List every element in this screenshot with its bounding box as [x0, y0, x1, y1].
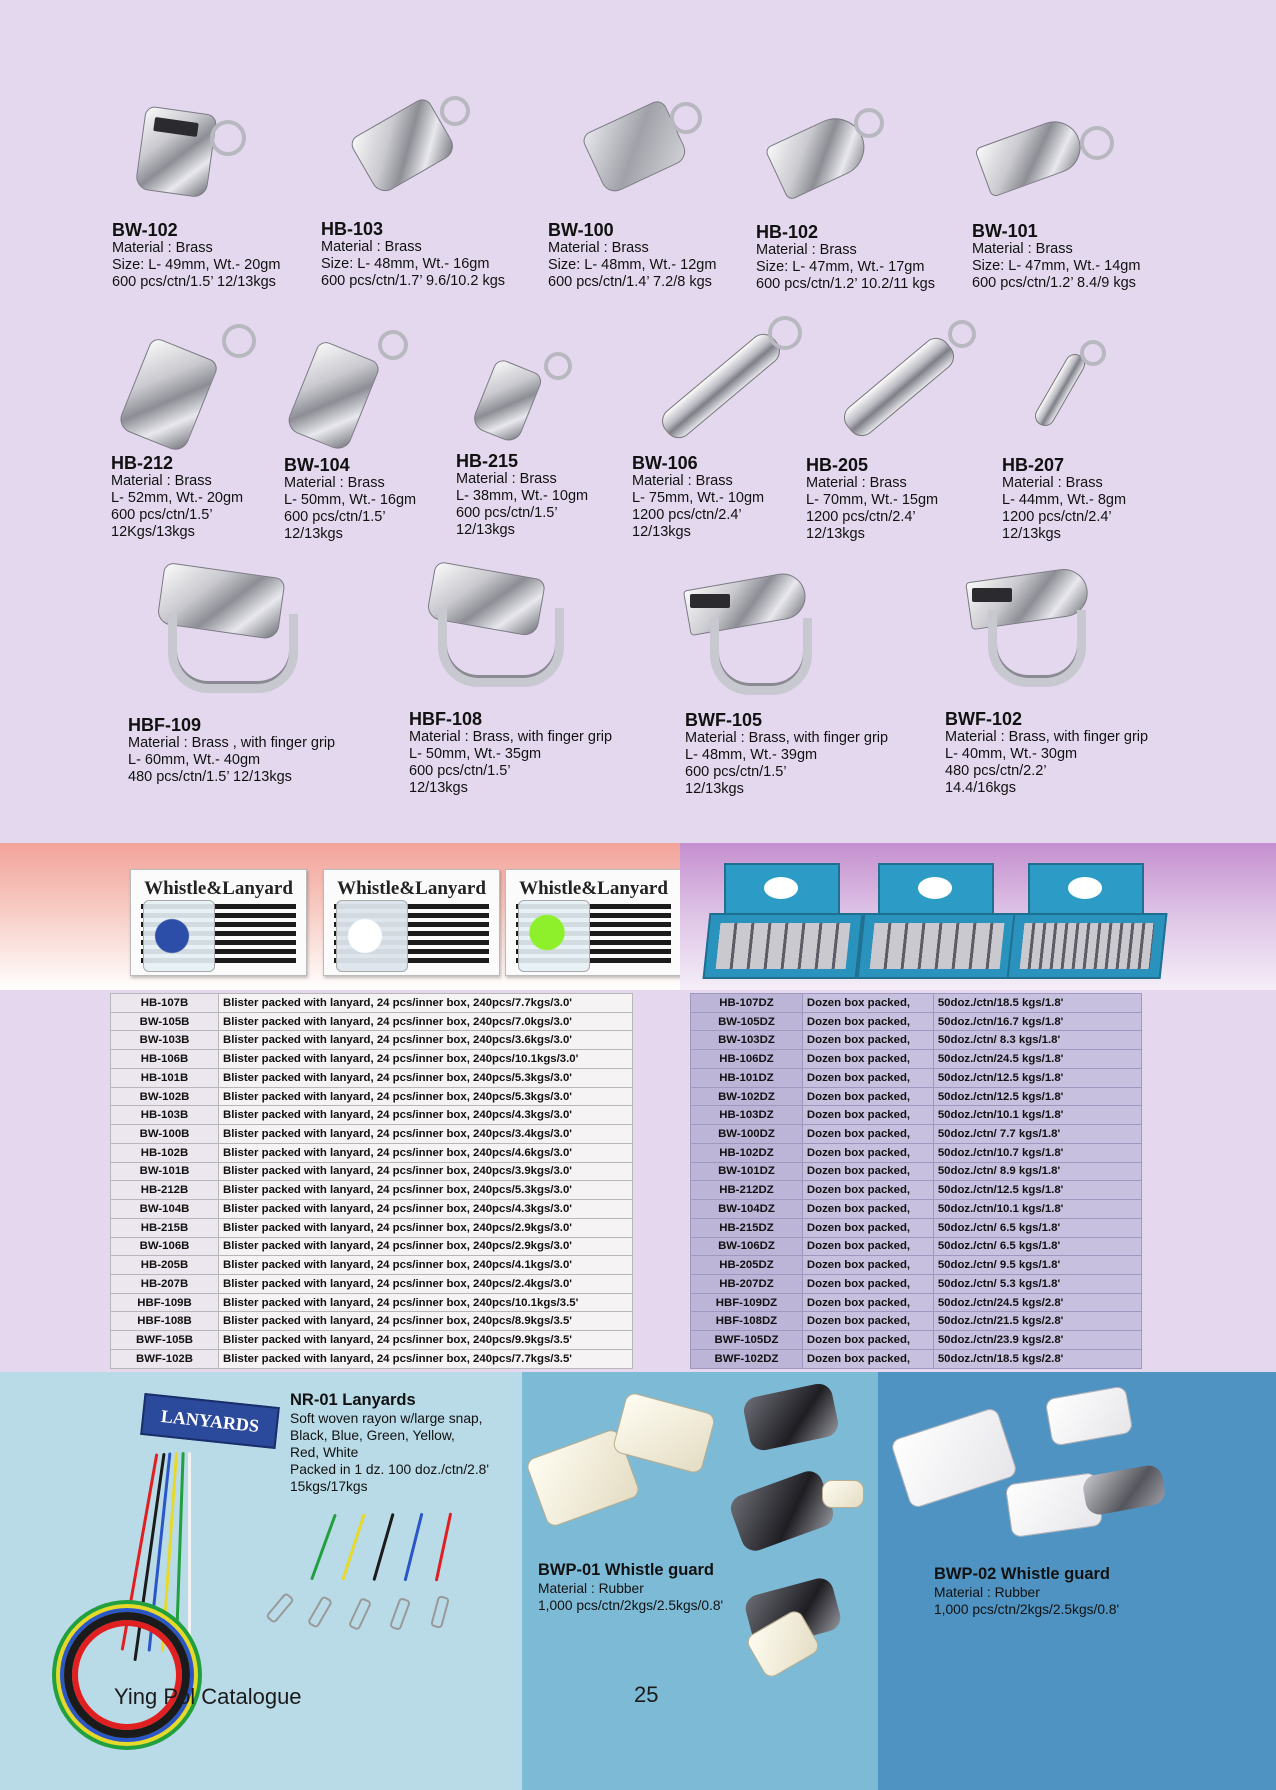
item-code-cell: HB-215B — [111, 1218, 219, 1237]
packing-cell: Blister packed with lanyard, 24 pcs/inner box, 240pcs/4.3kgs/3.0' — [219, 1106, 633, 1125]
whistle-logo-icon — [764, 877, 798, 899]
product-spec: Size: L- 48mm, Wt.- 16gm — [321, 256, 490, 272]
whistle-bwf-102-image — [964, 566, 1114, 706]
product-spec: 600 pcs/ctn/1.5’ — [111, 507, 213, 523]
packing-cell: Blister packed with lanyard, 24 pcs/inner box, 240pcs/2.9kgs/3.0' — [219, 1237, 633, 1256]
dozen-box-2 — [860, 863, 1010, 978]
black-whistle-with-guard-image — [727, 1467, 837, 1554]
item-code-cell: BW-104DZ — [691, 1200, 803, 1219]
dozen-box-photo-band — [680, 843, 1276, 990]
table-row — [111, 1050, 633, 1069]
table-row — [691, 1050, 1142, 1069]
product-spec: Size: L- 47mm, Wt.- 14gm — [972, 258, 1141, 274]
white-lanyard-icon — [336, 900, 408, 972]
item-code-cell: HBF-108DZ — [691, 1312, 803, 1331]
product-spec: L- 44mm, Wt.- 8gm — [1002, 492, 1127, 508]
table-row — [111, 994, 633, 1013]
packing-spec-cell: 50doz./ctn/16.7 kgs/1.8' — [933, 1012, 1141, 1031]
item-code-cell: HB-102DZ — [691, 1143, 803, 1162]
product-code: BW-106 — [632, 453, 698, 473]
item-code-cell: HB-107B — [111, 994, 219, 1013]
packing-type-cell: Dozen box packed, — [802, 1012, 933, 1031]
product-spec: Material : Brass — [112, 240, 213, 256]
packing-cell: Blister packed with lanyard, 24 pcs/inner box, 240pcs/3.4kgs/3.0' — [219, 1125, 633, 1144]
item-code-cell: BW-106B — [111, 1237, 219, 1256]
packing-spec-cell: 50doz./ctn/24.5 kgs/1.8' — [933, 1050, 1141, 1069]
packing-spec-cell: 50doz./ctn/12.5 kgs/1.8' — [933, 1087, 1141, 1106]
white-plastic-guard-image — [1044, 1385, 1133, 1447]
blister-pack-photo-band — [0, 843, 680, 990]
item-code-cell: HB-101B — [111, 1068, 219, 1087]
packing-type-cell: Dozen box packed, — [802, 1106, 933, 1125]
packing-spec-cell: 50doz./ctn/ 6.5 kgs/1.8' — [933, 1237, 1141, 1256]
packing-spec-cell: 50doz./ctn/24.5 kgs/2.8' — [933, 1293, 1141, 1312]
product-spec: 600 pcs/ctn/1.5’ — [284, 509, 386, 525]
packing-cell: Blister packed with lanyard, 24 pcs/inner box, 240pcs/4.6kgs/3.0' — [219, 1143, 633, 1162]
item-code-cell: HB-207DZ — [691, 1275, 803, 1294]
packing-cell: Blister packed with lanyard, 24 pcs/inner box, 240pcs/8.9kgs/3.5' — [219, 1312, 633, 1331]
bwp-01-spec: 1,000 pcs/ctn/2kgs/2.5kgs/0.8' — [538, 1598, 724, 1613]
product-spec: L- 38mm, Wt.- 10gm — [456, 488, 589, 504]
packing-type-cell: Dozen box packed, — [802, 1218, 933, 1237]
table-row — [691, 1275, 1142, 1294]
product-bw-102 — [112, 220, 280, 291]
product-spec: L- 60mm, Wt.- 40gm — [128, 752, 261, 768]
product-spec: 12/13kgs — [806, 526, 865, 542]
product-hb-215 — [456, 451, 588, 539]
product-spec: 12/13kgs — [1002, 526, 1061, 542]
packing-type-cell: Dozen box packed, — [802, 1312, 933, 1331]
product-spec: 600 pcs/ctn/1.5’ — [456, 505, 558, 521]
product-code: HB-215 — [456, 451, 519, 471]
table-row — [111, 1031, 633, 1050]
product-code: HB-212 — [111, 453, 174, 473]
rubber-guard-image — [822, 1480, 864, 1508]
product-hb-207 — [1002, 455, 1126, 543]
blister-card-green-lanyard — [505, 869, 682, 976]
item-code-cell: HB-207B — [111, 1275, 219, 1294]
whistle-hbf-108-image — [424, 564, 574, 704]
packing-cell: Blister packed with lanyard, 24 pcs/inner box, 240pcs/2.9kgs/3.0' — [219, 1218, 633, 1237]
lanyards-header-card — [140, 1393, 280, 1449]
table-row — [691, 1256, 1142, 1275]
table-row — [111, 1200, 633, 1219]
catalogue-name: Ying Pol Catalogue — [114, 1684, 302, 1709]
whistle-hb-207-image — [1018, 340, 1118, 440]
product-hb-103 — [321, 219, 505, 290]
card-title: Whistle&Lanyard — [519, 878, 668, 899]
product-hbf-108 — [409, 709, 612, 797]
whistle-hbf-109-image — [160, 564, 310, 714]
product-spec: L- 50mm, Wt.- 35gm — [409, 746, 542, 762]
product-hbf-109 — [128, 715, 335, 786]
product-spec: Material : Brass — [972, 241, 1073, 257]
packing-spec-cell: 50doz./ctn/10.1 kgs/1.8' — [933, 1200, 1141, 1219]
packing-type-cell: Dozen box packed, — [802, 1162, 933, 1181]
item-code-cell: BW-102DZ — [691, 1087, 803, 1106]
table-row — [111, 1256, 633, 1275]
product-code: HB-103 — [321, 219, 384, 239]
packing-type-cell: Dozen box packed, — [802, 1200, 933, 1219]
lanyards-spec: Red, White — [290, 1445, 359, 1460]
bwp-02-spec: 1,000 pcs/ctn/2kgs/2.5kgs/0.8' — [934, 1602, 1120, 1617]
lanyard-coil — [64, 1612, 190, 1738]
item-code-cell: HB-102B — [111, 1143, 219, 1162]
bwp-02-text — [934, 1564, 1119, 1618]
item-code-cell: BW-103B — [111, 1031, 219, 1050]
table-row — [111, 1125, 633, 1144]
product-spec: Size: L- 49mm, Wt.- 20gm — [112, 257, 281, 273]
packing-spec-cell: 50doz./ctn/ 8.9 kgs/1.8' — [933, 1162, 1141, 1181]
item-code-cell: HBF-108B — [111, 1312, 219, 1331]
item-code-cell: BWF-105DZ — [691, 1331, 803, 1350]
packing-type-cell: Dozen box packed, — [802, 1349, 933, 1368]
packing-type-cell: Dozen box packed, — [802, 1275, 933, 1294]
whistle-bw-101-image — [972, 104, 1132, 204]
table-row — [691, 1143, 1142, 1162]
blister-card-blue-lanyard — [130, 869, 307, 976]
table-row — [111, 1237, 633, 1256]
page-number: 25 — [634, 1682, 659, 1707]
product-spec: Size: L- 47mm, Wt.- 17gm — [756, 259, 925, 275]
product-spec: L- 50mm, Wt.- 16gm — [284, 492, 417, 508]
packing-cell: Blister packed with lanyard, 24 pcs/inner box, 240pcs/9.9kgs/3.5' — [219, 1331, 633, 1350]
product-bwf-102 — [945, 709, 1148, 797]
blue-lanyard-icon — [143, 900, 215, 972]
table-row — [691, 1237, 1142, 1256]
bwp-02-panel — [878, 1372, 1276, 1790]
packing-type-cell: Dozen box packed, — [802, 1068, 933, 1087]
packing-cell: Blister packed with lanyard, 24 pcs/inner box, 240pcs/3.6kgs/3.0' — [219, 1031, 633, 1050]
product-spec: Material : Brass — [321, 239, 422, 255]
product-hb-102 — [756, 222, 935, 293]
lanyard-clips-image — [262, 1512, 502, 1672]
table-row — [111, 1181, 633, 1200]
product-bw-104 — [284, 455, 416, 543]
product-spec: Material : Brass, with finger grip — [409, 729, 613, 745]
packing-type-cell: Dozen box packed, — [802, 1181, 933, 1200]
packing-spec-cell: 50doz./ctn/10.7 kgs/1.8' — [933, 1143, 1141, 1162]
table-row — [691, 1125, 1142, 1144]
packing-cell: Blister packed with lanyard, 24 pcs/inner box, 240pcs/5.3kgs/3.0' — [219, 1087, 633, 1106]
packing-type-cell: Dozen box packed, — [802, 1331, 933, 1350]
whistle-bw-106-image — [640, 316, 810, 444]
packing-spec-cell: 50doz./ctn/21.5 kgs/2.8' — [933, 1312, 1141, 1331]
product-spec: L- 48mm, Wt.- 39gm — [685, 747, 818, 763]
table-row — [111, 1143, 633, 1162]
table-row — [691, 1349, 1142, 1368]
packing-type-cell: Dozen box packed, — [802, 1143, 933, 1162]
packing-spec-cell: 50doz./ctn/23.9 kgs/2.8' — [933, 1331, 1141, 1350]
packing-type-cell: Dozen box packed, — [802, 994, 933, 1013]
product-code: BWF-102 — [945, 709, 1023, 729]
black-whistle-image — [741, 1381, 840, 1453]
packing-cell: Blister packed with lanyard, 24 pcs/inner box, 240pcs/10.1kgs/3.5' — [219, 1293, 633, 1312]
product-spec: 600 pcs/ctn/1.4’ 7.2/8 kgs — [548, 274, 712, 290]
table-row — [691, 1162, 1142, 1181]
table-row — [111, 1012, 633, 1031]
bwp-02-spec: Material : Rubber — [934, 1585, 1040, 1600]
packing-cell: Blister packed with lanyard, 24 pcs/inner box, 240pcs/5.3kgs/3.0' — [219, 1068, 633, 1087]
table-row — [691, 994, 1142, 1013]
product-spec: Material : Brass — [111, 473, 212, 489]
item-code-cell: BW-101DZ — [691, 1162, 803, 1181]
table-row — [111, 1162, 633, 1181]
whistle-logo-icon — [1068, 877, 1102, 899]
item-code-cell: HB-106B — [111, 1050, 219, 1069]
product-code: HBF-109 — [128, 715, 202, 735]
packing-cell: Blister packed with lanyard, 24 pcs/inner box, 240pcs/2.4kgs/3.0' — [219, 1275, 633, 1294]
product-spec: Material : Brass , with finger grip — [128, 735, 336, 751]
product-spec: 12/13kgs — [409, 780, 468, 796]
table-row — [111, 1312, 633, 1331]
item-code-cell: BW-100B — [111, 1125, 219, 1144]
blister-card-white-lanyard — [323, 869, 500, 976]
product-code: BW-104 — [284, 455, 350, 475]
whistle-bw-102-image — [132, 92, 262, 202]
packing-spec-cell: 50doz./ctn/18.5 kgs/2.8' — [933, 1349, 1141, 1368]
product-spec: Material : Brass — [632, 473, 733, 489]
product-spec: 600 pcs/ctn/1.2’ 8.4/9 kgs — [972, 275, 1136, 291]
card-title: Whistle&Lanyard — [144, 878, 293, 899]
product-spec: 12/13kgs — [456, 522, 515, 538]
item-code-cell: BWF-105B — [111, 1331, 219, 1350]
table-row — [691, 1087, 1142, 1106]
product-spec: 12/13kgs — [685, 781, 744, 797]
product-code: BW-100 — [548, 220, 614, 240]
bwp-01-text — [538, 1560, 723, 1614]
bwp-01-spec: Material : Rubber — [538, 1581, 644, 1596]
card-title: Whistle&Lanyard — [337, 878, 486, 899]
item-code-cell: HB-103B — [111, 1106, 219, 1125]
product-code: BWF-105 — [685, 710, 763, 730]
table-row — [691, 1312, 1142, 1331]
lanyards-text — [290, 1390, 489, 1495]
packing-type-cell: Dozen box packed, — [802, 1050, 933, 1069]
item-code-cell: HB-106DZ — [691, 1050, 803, 1069]
table-row — [111, 1331, 633, 1350]
whistle-hb-103-image — [348, 92, 478, 202]
product-spec: 600 pcs/ctn/1.5’ — [409, 763, 511, 779]
whistle-hb-212-image — [122, 318, 272, 450]
product-code: BW-101 — [972, 221, 1038, 241]
product-spec: 600 pcs/ctn/1.7’ 9.6/10.2 kgs — [321, 273, 506, 289]
product-spec: 1200 pcs/ctn/2.4’ — [632, 507, 742, 523]
product-spec: 600 pcs/ctn/1.5’ — [685, 764, 787, 780]
product-code: HB-205 — [806, 455, 869, 475]
product-hb-212 — [111, 453, 243, 541]
table-row — [111, 1275, 633, 1294]
table-row — [111, 1293, 633, 1312]
bwp-01-title: BWP-01 Whistle guard — [538, 1561, 715, 1579]
packing-type-cell: Dozen box packed, — [802, 1293, 933, 1312]
table-row — [691, 1031, 1142, 1050]
lanyards-header-label: LANYARDS — [160, 1405, 260, 1437]
product-spec: 1200 pcs/ctn/2.4’ — [1002, 509, 1112, 525]
table-row — [691, 1200, 1142, 1219]
dozen-box-3 — [1010, 863, 1160, 978]
product-spec: Material : Brass — [806, 475, 907, 491]
packing-spec-cell: 50doz./ctn/ 5.3 kgs/1.8' — [933, 1275, 1141, 1294]
dozen-box-packing-table — [690, 993, 1142, 1369]
item-code-cell: BW-102B — [111, 1087, 219, 1106]
product-spec: 1200 pcs/ctn/2.4’ — [806, 509, 916, 525]
bwp-01-panel — [522, 1372, 878, 1790]
whistle-bw-100-image — [580, 92, 710, 202]
packing-spec-cell: 50doz./ctn/ 8.3 kgs/1.8' — [933, 1031, 1141, 1050]
packing-spec-cell: 50doz./ctn/12.5 kgs/1.8' — [933, 1068, 1141, 1087]
product-hb-205 — [806, 455, 938, 543]
item-code-cell: HB-215DZ — [691, 1218, 803, 1237]
metal-whistle-image — [1081, 1463, 1167, 1516]
table-row — [691, 1218, 1142, 1237]
product-spec: L- 52mm, Wt.- 20gm — [111, 490, 244, 506]
whistle-hb-205-image — [828, 320, 978, 442]
table-row — [111, 1218, 633, 1237]
item-code-cell: HB-103DZ — [691, 1106, 803, 1125]
product-spec: L- 75mm, Wt.- 10gm — [632, 490, 765, 506]
packing-cell: Blister packed with lanyard, 24 pcs/inner box, 240pcs/7.0kgs/3.0' — [219, 1012, 633, 1031]
lanyards-spec: Soft woven rayon w/large snap, — [290, 1411, 483, 1426]
item-code-cell: HB-212B — [111, 1181, 219, 1200]
whistle-bwf-105-image — [682, 570, 832, 710]
item-code-cell: BW-106DZ — [691, 1237, 803, 1256]
table-row — [111, 1068, 633, 1087]
item-code-cell: BWF-102B — [111, 1349, 219, 1368]
packing-type-cell: Dozen box packed, — [802, 1031, 933, 1050]
item-code-cell: BW-101B — [111, 1162, 219, 1181]
lanyards-spec: Packed in 1 dz. 100 doz./ctn/2.8' — [290, 1462, 489, 1477]
product-code: HB-102 — [756, 222, 819, 242]
item-code-cell: BW-104B — [111, 1200, 219, 1219]
product-spec: 12/13kgs — [284, 526, 343, 542]
item-code-cell: HB-101DZ — [691, 1068, 803, 1087]
product-spec: Material : Brass — [756, 242, 857, 258]
whistle-logo-icon — [918, 877, 952, 899]
item-code-cell: HB-107DZ — [691, 994, 803, 1013]
table-row — [111, 1349, 633, 1368]
white-plastic-guard-image — [890, 1406, 1019, 1509]
packing-cell: Blister packed with lanyard, 24 pcs/inner box, 240pcs/4.1kgs/3.0' — [219, 1256, 633, 1275]
packing-type-cell: Dozen box packed, — [802, 1256, 933, 1275]
green-lanyard-icon — [518, 900, 590, 972]
packing-spec-cell: 50doz./ctn/ 6.5 kgs/1.8' — [933, 1218, 1141, 1237]
table-row — [691, 1068, 1142, 1087]
item-code-cell: BW-103DZ — [691, 1031, 803, 1050]
table-row — [691, 1181, 1142, 1200]
table-row — [691, 1331, 1142, 1350]
product-spec: Size: L- 48mm, Wt.- 12gm — [548, 257, 717, 273]
lanyards-panel — [0, 1372, 522, 1790]
item-code-cell: BW-105DZ — [691, 1012, 803, 1031]
item-code-cell: HB-212DZ — [691, 1181, 803, 1200]
table-row — [691, 1012, 1142, 1031]
packing-spec-cell: 50doz./ctn/12.5 kgs/1.8' — [933, 1181, 1141, 1200]
whistle-bw-104-image — [288, 330, 428, 450]
table-row — [691, 1293, 1142, 1312]
product-bwf-105 — [685, 710, 888, 798]
item-code-cell: HB-205B — [111, 1256, 219, 1275]
product-spec: 14.4/16kgs — [945, 780, 1016, 796]
lanyards-spec: 15kgs/17kgs — [290, 1479, 368, 1494]
product-spec: L- 70mm, Wt.- 15gm — [806, 492, 939, 508]
product-spec: 600 pcs/ctn/1.2’ 10.2/11 kgs — [756, 276, 935, 292]
product-spec: 480 pcs/ctn/2.2’ — [945, 763, 1047, 779]
product-spec: Material : Brass, with finger grip — [945, 729, 1149, 745]
packing-cell: Blister packed with lanyard, 24 pcs/inner box, 240pcs/4.3kgs/3.0' — [219, 1200, 633, 1219]
packing-cell: Blister packed with lanyard, 24 pcs/inner box, 240pcs/10.1kgs/3.0' — [219, 1050, 633, 1069]
product-bw-106 — [632, 453, 764, 541]
product-code: HB-207 — [1002, 455, 1065, 475]
product-spec: Material : Brass — [1002, 475, 1103, 491]
item-code-cell: HB-205DZ — [691, 1256, 803, 1275]
packing-cell: Blister packed with lanyard, 24 pcs/inner box, 240pcs/7.7kgs/3.5' — [219, 1349, 633, 1368]
table-row — [111, 1106, 633, 1125]
packing-spec-cell: 50doz./ctn/ 7.7 kgs/1.8' — [933, 1125, 1141, 1144]
lanyards-title: NR-01 Lanyards — [290, 1391, 416, 1409]
item-code-cell: BW-100DZ — [691, 1125, 803, 1144]
bwp-02-title: BWP-02 Whistle guard — [934, 1565, 1111, 1583]
product-spec: Material : Brass — [548, 240, 649, 256]
table-row — [691, 1106, 1142, 1125]
product-spec: 600 pcs/ctn/1.5’ 12/13kgs — [112, 274, 276, 290]
packing-type-cell: Dozen box packed, — [802, 1125, 933, 1144]
product-spec: 12Kgs/13kgs — [111, 524, 195, 540]
packing-spec-cell: 50doz./ctn/18.5 kgs/1.8' — [933, 994, 1141, 1013]
packing-cell: Blister packed with lanyard, 24 pcs/inner box, 240pcs/7.7kgs/3.0' — [219, 994, 633, 1013]
table-row — [111, 1087, 633, 1106]
whistle-hb-102-image — [764, 104, 894, 204]
blister-packing-table — [110, 993, 633, 1369]
product-spec: 480 pcs/ctn/1.5’ 12/13kgs — [128, 769, 292, 785]
product-bw-101 — [972, 221, 1140, 292]
product-spec: L- 40mm, Wt.- 30gm — [945, 746, 1078, 762]
product-spec: Material : Brass, with finger grip — [685, 730, 889, 746]
product-catalog-section — [0, 0, 1276, 843]
item-code-cell: HBF-109B — [111, 1293, 219, 1312]
item-code-cell: BWF-102DZ — [691, 1349, 803, 1368]
whistle-hb-215-image — [474, 348, 584, 448]
product-spec: Material : Brass — [284, 475, 385, 491]
product-spec: Material : Brass — [456, 471, 557, 487]
product-code: BW-102 — [112, 220, 178, 240]
packing-spec-cell: 50doz./ctn/10.1 kgs/1.8' — [933, 1106, 1141, 1125]
product-spec: 12/13kgs — [632, 524, 691, 540]
dozen-box-1 — [706, 863, 856, 978]
packing-type-cell: Dozen box packed, — [802, 1237, 933, 1256]
product-bw-100 — [548, 220, 716, 291]
packing-spec-cell: 50doz./ctn/ 9.5 kgs/1.8' — [933, 1256, 1141, 1275]
packing-cell: Blister packed with lanyard, 24 pcs/inner box, 240pcs/3.9kgs/3.0' — [219, 1162, 633, 1181]
item-code-cell: HBF-109DZ — [691, 1293, 803, 1312]
packing-cell: Blister packed with lanyard, 24 pcs/inner box, 240pcs/5.3kgs/3.0' — [219, 1181, 633, 1200]
packing-type-cell: Dozen box packed, — [802, 1087, 933, 1106]
product-code: HBF-108 — [409, 709, 483, 729]
item-code-cell: BW-105B — [111, 1012, 219, 1031]
lanyards-spec: Black, Blue, Green, Yellow, — [290, 1428, 455, 1443]
